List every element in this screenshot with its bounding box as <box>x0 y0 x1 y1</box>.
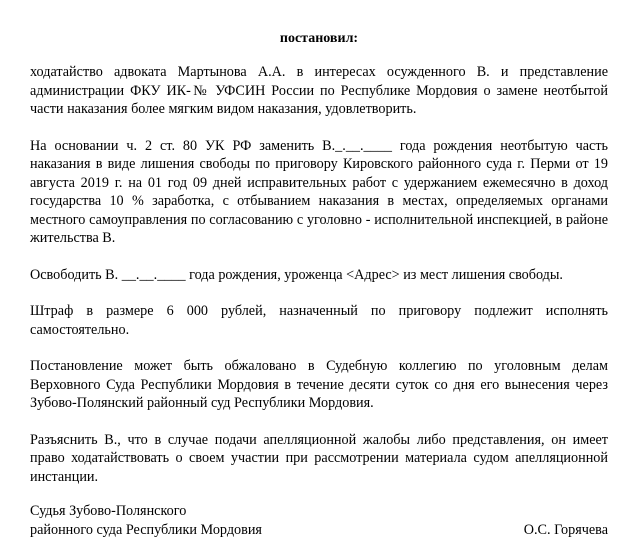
paragraph-sentence-replacement: На основании ч. 2 ст. 80 УК РФ заменить В._.__.____ года рождения неотбытую часть наказания в виде лишения свободы по приговору Кировского районного суда г. Перми от 19 августа 2019 г. на 01 год 09 дней исправительных работ с удержанием ежемесячно в доход государства 10 % заработка, с отбыванием наказания в местах, определяемых органами местного самоуправления по согласованию с уголовно - исполнительной инспекцией, в районе жительства В. <box>30 137 608 248</box>
signature-block <box>30 502 608 539</box>
paragraph-appeal: Постановление может быть обжаловано в Судебную коллегию по уголовным делам Верховного Суда Республики Мордовия в течение десяти суток со дня его вынесения через Зубово-Полянский районный суд Республики Мордовия. <box>30 357 608 413</box>
paragraph-release: Освободить В. __.__.____ года рождения, уроженца <Адрес> из мест лишения свободы. <box>30 266 608 285</box>
paragraph-fine: Штраф в размере 6 000 рублей, назначенный по приговору подлежит исполнять самостоятельно. <box>30 302 608 339</box>
ruling-heading: постановил: <box>30 30 608 48</box>
paragraph-explanation: Разъяснить В., что в случае подачи апелляционной жалобы либо представления, он имеет право ходатайствовать о своем участии при рассмотрении материала судом апелляционной инстанции. <box>30 431 608 487</box>
judge-title-line1: Судья Зубово-Полянского <box>30 502 608 521</box>
judge-name: О.С. Горячева <box>524 521 608 539</box>
paragraph-petition-granted: ходатайство адвоката Мартынова А.А. в интересах осужденного В. и представление администрации ФКУ ИК-№ УФСИН России по Республике Мордовия о замене неотбытой части наказания более мягким видом наказания, удовлетворить. <box>30 63 608 119</box>
judge-title-line2: районного суда Республики Мордовия <box>30 521 608 539</box>
